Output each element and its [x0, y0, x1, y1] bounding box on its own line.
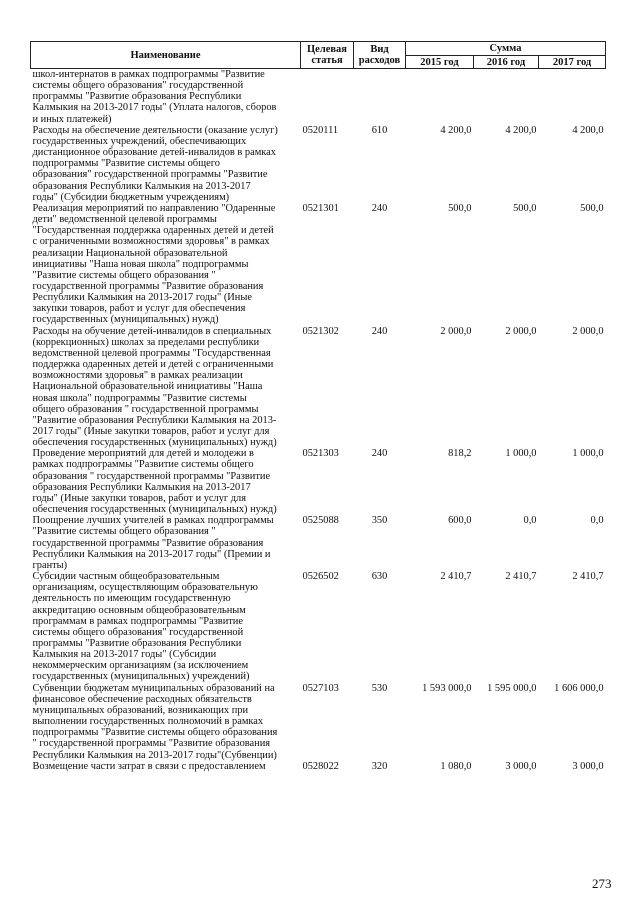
row-sum-2016: 2 410,7 — [505, 571, 537, 583]
row-expense-type: 350 — [371, 515, 388, 527]
table-row — [31, 448, 606, 515]
row-name: Поощрение лучших учителей в рамках подпрограммы "Развитие системы общего образования " государственной программы "Развитие образования Республики Калмыкия на 2013-2017 годы" (Премии и гранты) — [32, 515, 274, 571]
table-row — [31, 683, 606, 761]
row-target-article — [301, 69, 354, 125]
row-sum-2017: 1 000,0 — [572, 448, 604, 460]
header-year-2015: 2015 год — [406, 56, 474, 69]
header-expense-type: Вид расходов — [354, 42, 406, 69]
row-sum-2017: 3 000,0 — [572, 760, 604, 772]
table-row — [31, 761, 606, 772]
table-row — [31, 571, 606, 683]
row-sum-2017: 4 200,0 — [572, 124, 604, 136]
header-sum: Сумма — [406, 42, 606, 56]
row-sum-2016: 0,0 — [523, 515, 537, 527]
row-expense-type: 530 — [371, 682, 388, 694]
row-sum-2015: 818,2 — [448, 448, 472, 460]
table-header — [31, 42, 606, 69]
header-year-2016: 2016 год — [474, 56, 539, 69]
row-target-article: 0526502 — [302, 571, 339, 583]
row-sum-2016: 1 595 000,0 — [487, 682, 537, 694]
row-sum-2016: 4 200,0 — [505, 124, 537, 136]
row-sum-2016 — [474, 69, 539, 125]
row-name: Расходы на обеспечение деятельности (оказание услуг) государственных учреждений, обеспечивающих дистанционное образование детей-инвалидов в рамках подпрограммы "Развитие системы общего образования" государственной программы "Развитие образования Республики Калмыкия на 2013-2017 годы" (Субсидии бюджетным учреждениям) — [32, 124, 278, 203]
row-target-article: 0521303 — [302, 448, 339, 460]
row-target-article: 0528022 — [302, 760, 339, 772]
row-sum-2016: 1 000,0 — [505, 448, 537, 460]
row-expense-type: 240 — [371, 202, 388, 214]
row-target-article: 0520111 — [302, 124, 339, 136]
row-name: Возмещение части затрат в связи с предоставлением — [32, 760, 266, 772]
row-name: Реализация мероприятий по направлению "Одаренные дети" ведомственной целевой программы "Государственная поддержка одаренных детей и детей с ограниченными возможностями здоровья" в рамках реализации Национальной образовательной инициативы "Наша новая школа" подпрограммы "Развитие системы общего образования " государственной программы "Развитие образования Республики Калмыкия на 2013-2017 годы" (Иные закупки товаров, работ и услуг для обеспечения государственных (муниципальных) нужд) — [32, 202, 276, 326]
budget-table-container — [30, 41, 606, 772]
row-sum-2015: 4 200,0 — [440, 124, 472, 136]
row-sum-2015: 1 080,0 — [440, 760, 472, 772]
row-target-article: 0525088 — [302, 515, 339, 527]
row-name: Субвенции бюджетам муниципальных образований на финансовое обеспечение расходных обязательств муниципальных образований, возникающих при выполнении государственных полномочий в рамках подпрограммы "Развитие системы общего образования " государственной программы "Развитие образования Республики Калмыкия на 2013-2017 годы"(Субвенции) — [32, 682, 278, 761]
row-sum-2016: 2 000,0 — [505, 325, 537, 337]
row-sum-2015: 2 000,0 — [440, 325, 472, 337]
budget-table — [30, 41, 606, 772]
row-sum-2015: 500,0 — [448, 202, 472, 214]
row-sum-2017: 500,0 — [580, 202, 604, 214]
header-name: Наименование — [31, 42, 301, 69]
row-sum-2017: 2 000,0 — [572, 325, 604, 337]
row-target-article: 0521301 — [302, 202, 339, 214]
row-sum-2016: 3 000,0 — [505, 760, 537, 772]
row-sum-2015 — [406, 69, 474, 125]
table-row — [31, 69, 606, 125]
row-expense-type: 610 — [371, 124, 388, 136]
row-expense-type: 240 — [371, 325, 388, 337]
row-expense-type: 630 — [371, 571, 388, 583]
header-target-article: Целевая статья — [301, 42, 354, 69]
page-number: 273 — [592, 876, 612, 891]
row-name: Проведение мероприятий для детей и молодежи в рамках подпрограммы "Развитие системы общего образования " государственной программы "Развитие образования Республики Калмыкия на 2013-2017 годы" (Иные закупки товаров, работ и услуг для обеспечения государственных (муниципальных) нужд) — [32, 448, 277, 516]
row-expense-type — [354, 69, 406, 125]
header-year-2017: 2017 год — [539, 56, 606, 69]
table-row — [31, 125, 606, 203]
row-sum-2017: 0,0 — [590, 515, 604, 527]
table-row — [31, 203, 606, 326]
row-sum-2016: 500,0 — [513, 202, 537, 214]
row-target-article: 0521302 — [302, 325, 339, 337]
row-sum-2017: 2 410,7 — [572, 571, 604, 583]
row-target-article: 0527103 — [302, 682, 339, 694]
row-name: школ-интернатов в рамках подпрограммы "Развитие системы общего образования" государственной программы "Развитие образования Республики Калмыкия на 2013-2017 годы" (Уплата налогов, сборов и иных платежей) — [32, 69, 277, 125]
row-sum-2015: 600,0 — [448, 515, 472, 527]
row-sum-2017: 1 606 000,0 — [554, 682, 604, 694]
row-sum-2017 — [539, 69, 606, 125]
table-row — [31, 515, 606, 571]
row-sum-2015: 1 593 000,0 — [422, 682, 472, 694]
row-expense-type: 240 — [371, 448, 388, 460]
table-row — [31, 326, 606, 449]
table-body — [31, 69, 606, 772]
row-expense-type: 320 — [371, 760, 388, 772]
row-name: Субсидии частным общеобразовательным организациям, осуществляющим образовательную деятельность по имеющим государственную аккредитацию основным общеобразовательным программам в рамках подпрограммы "Развитие системы общего образования" государственной программы "Развитие образования Республики Калмыкия на 2013-2017 годы" (Субсидии некоммерческим организациям (за исключением государственных (муниципальных) учреждений) — [32, 571, 258, 683]
row-name: Расходы на обучение детей-инвалидов в специальных (коррекционных) школах за пределами республики ведомственной целевой программы "Государственная поддержка одаренных детей и детей с ограниченными возможностями здоровья" в рамках реализации Национальной образовательной инициативы "Наша новая школа" подпрограммы "Развитие системы общего образования " государственной программы "Развитие образования Республики Калмыкия на 2013- 2017 годы" (Иные закупки товаров, работ и услуг для обеспечения государственных (муниципальных) нужд) — [32, 325, 277, 449]
row-sum-2015: 2 410,7 — [440, 571, 472, 583]
